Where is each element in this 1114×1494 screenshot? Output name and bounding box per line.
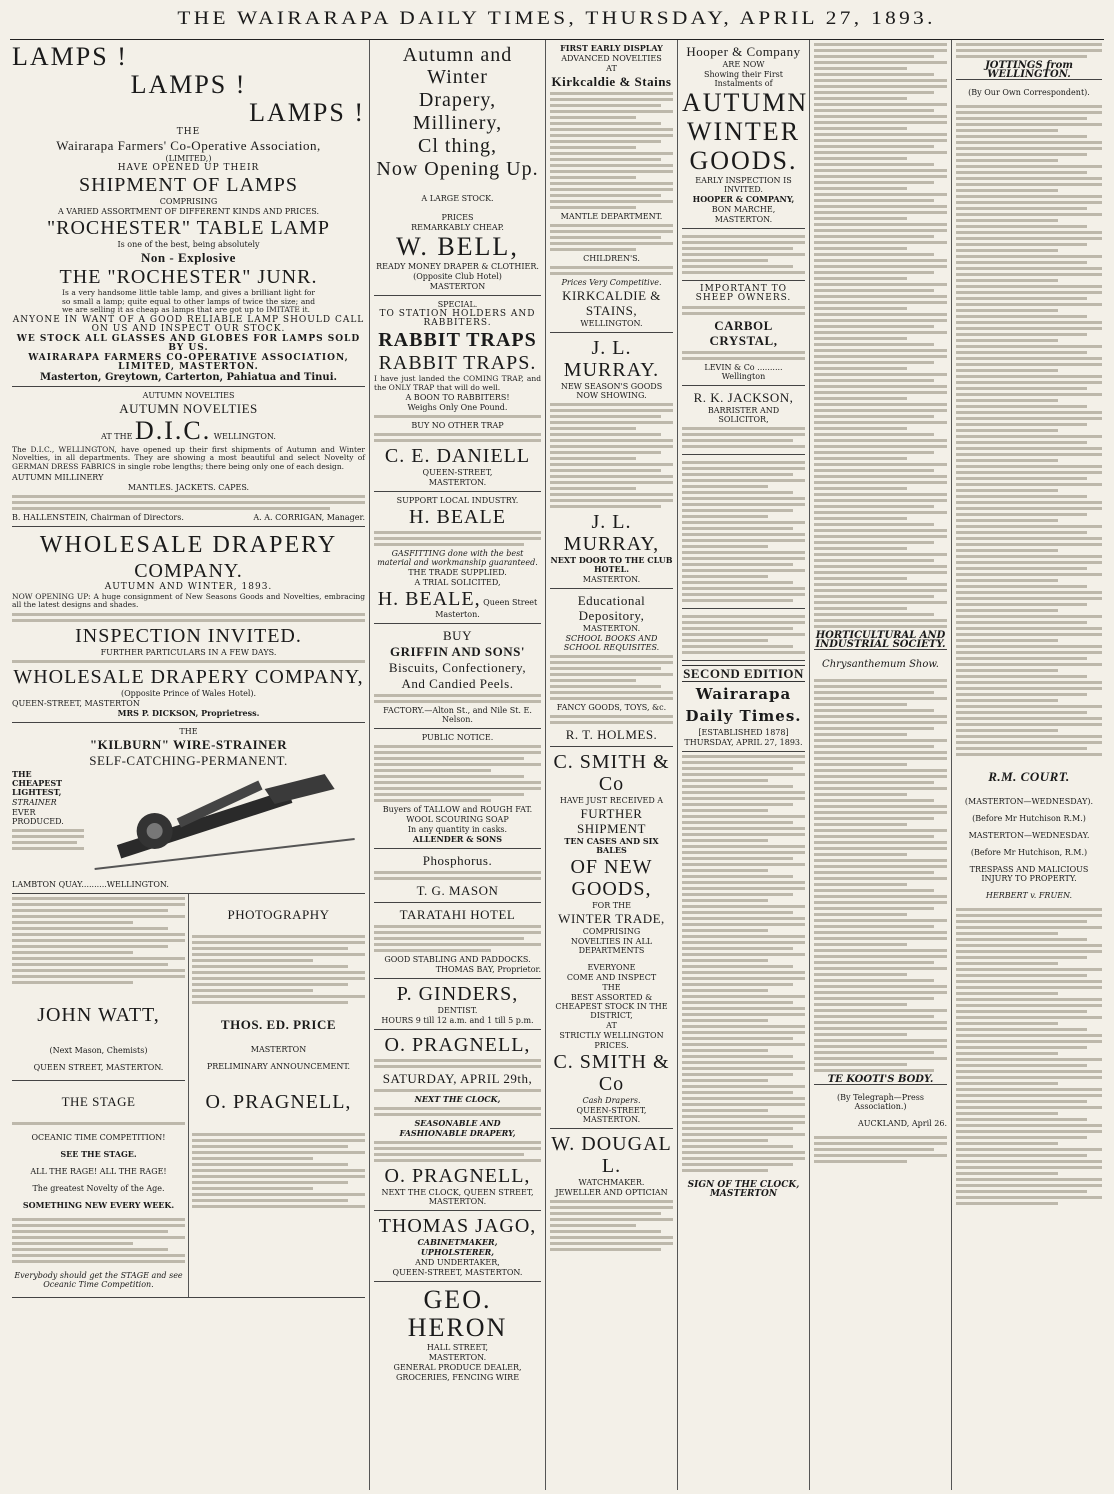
john-watt: JOHN WATT,	[37, 1003, 160, 1026]
thomas-bay: THOMAS BAY, Proprietor.	[435, 965, 541, 975]
oceanic-text-block	[12, 1218, 185, 1263]
carbol-crystal: CARBOL CRYSTAL,	[709, 318, 778, 348]
wholesale-company-heading: WHOLESALE DRAPERY COMPANY,	[13, 665, 364, 688]
to-station-holders: TO STATION HOLDERS AND RABBITERS.	[379, 309, 536, 328]
visitors-list	[682, 609, 805, 661]
wfca-text: WAIRARAPA FARMERS CO-OPERATIVE ASSOCIATION, LIMITED, MASTERTON.	[28, 352, 349, 372]
stage-heading: THE STAGE	[61, 1093, 136, 1109]
jago-advert	[374, 1211, 541, 1282]
pragnell-text-block-4	[374, 1141, 541, 1162]
holmes-text-block-2	[550, 715, 673, 724]
carbol-advert	[682, 281, 805, 386]
dic-manager: A. A. CORRIGAN, Manager.	[253, 512, 365, 522]
variety-text: A VARIED ASSORTMENT OF DIFFERENT KINDS AND PRICES.	[57, 207, 320, 216]
watchmaker: WATCHMAKER.	[578, 1178, 645, 1187]
hooper-company: Hooper & Company	[686, 44, 801, 59]
undertaker: AND UNDERTAKER,	[415, 1258, 500, 1268]
court-text-block	[956, 908, 1102, 1205]
the-label-3: THE	[602, 983, 621, 992]
beale-text-block	[374, 531, 541, 546]
clothing: Cl thing,	[417, 135, 497, 157]
hooper-masterton: MASTERTON.	[714, 215, 773, 224]
before-hutchison-1: (Before Mr Hutchison R.M.)	[972, 814, 1086, 823]
support-local: SUPPORT LOCAL INDUSTRY.	[396, 496, 519, 506]
rabbit-traps-advert	[374, 296, 541, 492]
second-edition-header	[682, 661, 805, 752]
see-the-stage: SEE THE STAGE.	[60, 1148, 137, 1159]
novelties-all: NOVELTIES IN ALL DEPARTMENTS	[570, 937, 653, 955]
now-opening: Now Opening Up.	[376, 158, 539, 180]
autumn-heading: AUTUMN	[682, 88, 809, 117]
rabbit-traps-2: RABBIT TRAPS.	[378, 352, 537, 374]
daniell-street: QUEEN-STREET,	[422, 468, 493, 478]
something-new: SOMETHING NEW EVERY WEEK.	[22, 1199, 175, 1210]
rochester-junr-desc: Is a very handsome little table lamp, and gives a brilliant light for so small a lamp; quite equal to other lamps of twice the size; and we are selling it as cheap as lamps that are got up to IMITATE it.	[62, 288, 315, 315]
jl-murray-2: J. L. MURRAY,	[563, 511, 660, 555]
pragnell-text-block-3	[374, 1107, 541, 1116]
strainer-label: STRAINER	[12, 797, 57, 807]
column-3	[546, 40, 678, 1490]
pragnell-address: NEXT THE CLOCK, QUEEN STREET, MASTERTON.	[381, 1188, 534, 1207]
horticultural-heading: HORTICULTURAL AND INDUSTRIAL SOCIETY.	[815, 630, 946, 650]
millinery: Millinery,	[412, 112, 503, 134]
lambton-quay: LAMBTON QUAY..........WELLINGTON.	[12, 879, 169, 889]
daniell-masterton: MASTERTON.	[428, 478, 487, 488]
herbert-v-fruen: HERBERT v. FRUEN.	[985, 891, 1073, 900]
rk-jackson: R. K. JACKSON,	[693, 390, 794, 405]
smith-prices: PRICES.	[594, 1041, 629, 1050]
pragnell-heading: O. PRAGNELL,	[384, 1034, 531, 1057]
large-stock: A LARGE STOCK.	[421, 194, 494, 203]
now-opening-text: NOW OPENING UP: A huge consignment of New Seasons Goods and Novelties, embracing all the latest designs and shades.	[12, 591, 365, 610]
further-shipment: FURTHER SHIPMENT	[576, 806, 646, 836]
everybody-text: Everybody should get the STAGE and see Oceanic Time Competition.	[14, 1270, 183, 1289]
all-the-rage: ALL THE RAGE! ALL THE RAGE!	[30, 1166, 167, 1176]
preliminary-announcement: PRELIMINARY ANNOUNCEMENT.	[206, 1061, 351, 1071]
self-catching: SELF-CATCHING-PERMANENT.	[89, 752, 288, 768]
column-4	[678, 40, 810, 1490]
barrister: BARRISTER AND SOLICITOR,	[707, 406, 780, 424]
phosphorus-text-block	[374, 871, 541, 880]
wire-strainer-illustration	[84, 769, 365, 879]
kirkcaldie-stains-2: KIRKCALDIE & STAINS,	[562, 288, 661, 318]
drapery: Drapery,	[418, 89, 497, 111]
fancy-goods: FANCY GOODS, TOYS, &c.	[556, 703, 667, 712]
wholesale-text-block-2	[12, 660, 365, 663]
holmes-advert	[550, 589, 673, 747]
greatest-novelty: The greatest Novelty of the Age.	[32, 1183, 165, 1193]
smith-advert	[550, 747, 673, 1129]
anyone-text: ANYONE IN WANT OF A GOOD RELIABLE LAMP SHOULD CALL ON US AND INSPECT OUR STOCK.	[12, 314, 365, 334]
educational-depository: Educational Depository,	[577, 593, 646, 623]
pragnell-saturday: SATURDAY, APRIL 29th,	[382, 1071, 533, 1087]
masthead	[0, 0, 1114, 40]
geo-heron: GEO. HERON	[407, 1285, 508, 1343]
mason-advert	[374, 849, 541, 903]
winter-heading: WINTER	[686, 117, 801, 146]
ginders-advert	[374, 979, 541, 1030]
rabbit-traps-1: RABBIT TRAPS	[378, 329, 537, 351]
best-assorted: BEST ASSORTED & CHEAPEST STOCK IN THE DISTRICT,	[555, 993, 668, 1020]
heron-masterton: MASTERTON.	[428, 1353, 487, 1363]
column-6	[952, 40, 1106, 1490]
coming-trap-text: I have just landed the COMING TRAP, and the ONLY TRAP that will do well.	[374, 374, 541, 392]
childrens: CHILDREN'S.	[583, 254, 640, 263]
good-stabling: GOOD STABLING AND PADDOCKS.	[384, 955, 531, 965]
shipment-heading: SHIPMENT OF LAMPS	[79, 174, 298, 196]
lamps-heading-1: LAMPS !	[12, 42, 128, 71]
groceries: GROCERIES, FENCING WIRE	[395, 1373, 520, 1383]
further-particulars: FURTHER PARTICULARS IN A FEW DAYS.	[100, 647, 277, 657]
bon-marche: BON MARCHE,	[711, 205, 776, 214]
pragnell-text-block	[192, 1133, 365, 1208]
h-beale: H. BEALE	[409, 506, 506, 529]
p-ginders: P. GINDERS,	[396, 983, 519, 1006]
globes-text: WE STOCK ALL GLASSES AND GLOBES FOR LAMPS SOLD BY US.	[16, 333, 361, 353]
cheapest-lightest: THE CHEAPEST LIGHTEST,	[12, 768, 63, 797]
next-door: NEXT DOOR TO THE CLUB HOTEL.	[550, 555, 673, 574]
visitors-text-block	[682, 615, 805, 654]
at-the-label: AT THE	[101, 431, 133, 441]
dic-body: The D.I.C., WELLINGTON, have opened up their first shipments of Autumn and Winter Novelties, in all departments. They are showing a most beautiful and select Novelty of GERMAN DRESS FABRICS in single robe lengths; there being only one of each design.	[12, 444, 365, 471]
dic-chairman: B. HALLENSTEIN, Chairman of Directors.	[12, 512, 184, 522]
c-smith-2: C. SMITH & Co	[553, 1051, 670, 1095]
oceanic-competition: OCEANIC TIME COMPETITION!	[31, 1132, 166, 1142]
beale-address: Queen Street Masterton.	[435, 598, 538, 620]
strictly-wellington: STRICTLY WELLINGTON	[559, 1031, 664, 1040]
news-text-block-2	[814, 679, 947, 1072]
own-correspondent: (By Our Own Correspondent).	[968, 88, 1090, 97]
photography-text-block	[192, 935, 365, 1004]
ce-daniell: C. E. DANIELL	[384, 445, 531, 468]
dougall-text-block	[550, 1200, 673, 1251]
undersigned-text-block	[12, 897, 185, 984]
wool-soap: WOOL SCOURING SOAP	[406, 815, 509, 825]
mantles-label: MANTLES. JACKETS. CAPES.	[127, 482, 250, 492]
carbol-text-block	[682, 306, 805, 315]
opened-label: HAVE OPENED UP THEIR	[117, 163, 260, 173]
rt-holmes: R. T. HOLMES.	[565, 727, 658, 742]
everyone: EVERYONE	[587, 963, 636, 972]
pragnell-intro-block	[374, 1059, 541, 1068]
thos-price: THOS. ED. PRICE	[220, 1016, 337, 1032]
hall-street: HALL STREET,	[426, 1343, 489, 1353]
winter-trade: WINTER TRADE,	[558, 911, 665, 926]
cabinetmaker: CABINETMAKER,	[417, 1237, 498, 1248]
trade-supplied: THE TRADE SUPPLIED.	[408, 568, 507, 578]
carbol-text-block-2	[682, 351, 805, 360]
new-goods: OF NEW GOODS,	[570, 856, 653, 900]
allender-text-block	[374, 745, 541, 802]
opposite-club: (Opposite Club Hotel)	[413, 272, 502, 281]
stage-text-block	[12, 1122, 185, 1125]
prices-label: PRICES	[441, 213, 474, 222]
te-kooti-heading: TE KOOTI'S BODY.	[814, 1075, 947, 1085]
first-display: FIRST EARLY DISPLAY	[560, 43, 663, 53]
pragnell-sign: O. PRAGNELL,	[384, 1165, 531, 1188]
wfca-notice	[682, 229, 805, 281]
news-text-block-1	[814, 43, 947, 628]
wholesale-text-block	[12, 613, 365, 622]
price-masterton: MASTERTON	[250, 1044, 307, 1054]
any-quantity: In any quantity in casks.	[407, 825, 508, 835]
queen-st-masterton: QUEEN STREET, MASTERTON.	[33, 1062, 164, 1072]
hooper-company-2: HOOPER & COMPANY,	[692, 194, 795, 204]
comprising: COMPRISING	[582, 927, 641, 936]
griffin-text-block	[374, 694, 541, 703]
wfca-notice-text	[682, 235, 805, 274]
opposite-prince: (Opposite Prince of Wales Hotel).	[120, 688, 257, 698]
kirk-wellington: WELLINGTON.	[580, 319, 643, 328]
wholesale-heading: WHOLESALE DRAPERY	[39, 531, 338, 558]
heron-advert	[374, 1282, 541, 1386]
association-name: Wairarapa Farmers' Co-Operative Association,	[56, 138, 321, 153]
gasfitting: GASFITTING done with the best material and workmanship guaranteed.	[377, 549, 538, 568]
non-explosive: Non - Explosive	[141, 250, 236, 265]
jottings-text-block	[956, 105, 1102, 756]
before-hutchison-2: (Before Mr Hutchison, R.M.)	[970, 848, 1088, 857]
goods-heading: GOODS.	[689, 146, 798, 175]
pragnell-text-block-2	[374, 1089, 541, 1092]
fashionable-drapery: FASHIONABLE DRAPERY,	[399, 1128, 516, 1139]
newspaper-title: THE WAIRARAPA DAILY TIMES, THURSDAY, APRIL 27, 1893.	[177, 8, 937, 29]
kilburn-strainer-advert	[12, 723, 365, 894]
weighs-label: Weighs Only One Pound.	[407, 403, 508, 413]
queen-street-masterton: QUEEN-STREET, MASTERTON	[12, 698, 140, 708]
kilburn-heading: "KILBURN" WIRE-STRAINER	[89, 736, 288, 752]
proprietress: MRS P. DICKSON, Proprietress.	[117, 707, 260, 718]
chrysanthemum-show: Chrysanthemum Show.	[822, 659, 939, 670]
murray-advert	[550, 333, 673, 589]
ten-cases: TEN CASES AND SIX BALES	[564, 836, 659, 855]
mantle-department: MANTLE DEPARTMENT.	[560, 212, 663, 221]
limited-label: (LIMITED,)	[165, 154, 212, 163]
next-the-clock: NEXT THE CLOCK,	[414, 1094, 501, 1105]
kirkcaldie-text-block	[550, 92, 673, 209]
holmes-text-block	[550, 655, 673, 700]
griffin-sons: GRIFFIN AND SONS'	[390, 644, 525, 660]
dic-heading: D.I.C.	[134, 415, 212, 445]
dentist: DENTIST.	[437, 1006, 478, 1016]
photography-heading: PHOTOGRAPHY	[227, 906, 330, 922]
bell-masterton: MASTERTON	[429, 282, 486, 291]
edition-date: THURSDAY, APRIL 27, 1893.	[684, 738, 803, 747]
pragnell-col1: O. PRAGNELL,	[205, 1090, 352, 1113]
dic-advert	[12, 387, 365, 527]
lamps-advert	[12, 40, 365, 387]
levin-co: LEVIN & Co .......... Wellington	[704, 363, 783, 381]
next-mason: (Next Mason, Chemists)	[49, 1045, 148, 1055]
lamps-heading-2: LAMPS !	[130, 70, 247, 99]
important-sheep: IMPORTANT TO SHEEP OWNERS.	[695, 284, 792, 303]
ever-produced: EVER PRODUCED.	[12, 807, 64, 826]
ginders-hours: HOURS 9 till 12 a.m. and 1 till 5 p.m.	[381, 1016, 534, 1026]
autumn-millinery: AUTUMN MILLINERY	[12, 472, 104, 482]
taratahi-hotel: TARATAHI HOTEL	[399, 907, 516, 923]
tg-mason: T. G. MASON	[416, 883, 499, 899]
auckland-dateline: AUCKLAND, April 26.	[857, 1119, 947, 1128]
w-bell: W. BELL,	[396, 232, 519, 261]
strainer-text-block	[12, 829, 84, 850]
editorial-text	[682, 755, 805, 1172]
second-edition: SECOND EDITION	[683, 666, 804, 681]
hooper-advert	[682, 40, 809, 229]
kirkcaldie-advert	[550, 40, 673, 333]
cash-drapers: Cash Drapers.	[582, 1096, 641, 1105]
smith-at: AT	[606, 1021, 617, 1030]
bell-advert	[374, 40, 541, 296]
the-label: THE	[176, 127, 201, 137]
mails-text-block	[682, 461, 805, 602]
the-label-2: THE	[179, 726, 198, 736]
ready-money: READY MONEY DRAPER & CLOTHIER.	[376, 262, 539, 271]
candied-peels: And Candied Peels.	[401, 676, 514, 692]
are-now: ARE NOW	[722, 60, 765, 69]
jackson-text-block	[682, 427, 805, 448]
sign-of-clock: SIGN OF THE CLOCK, MASTERTON	[687, 1180, 800, 1199]
beale-advert	[374, 492, 541, 624]
upholsterer: UPHOLSTERER,	[420, 1247, 495, 1258]
mails-table	[682, 455, 805, 609]
comprising-label: COMPRISING	[159, 197, 218, 206]
autumn-novelties-top: AUTUMN NOVELTIES	[142, 390, 235, 400]
kirk-at: AT	[606, 64, 617, 73]
established: [ESTABLISHED 1878]	[698, 728, 789, 737]
trespass-heading: TRESPASS AND MALICIOUS INJURY TO PROPERTY.	[969, 865, 1089, 883]
buyers-tallow: Buyers of TALLOW and ROUGH FAT.	[382, 805, 533, 815]
griffin-factory: FACTORY.—Alton St., and Nile St. E. Nelson.	[383, 706, 532, 725]
by-telegraph: (By Telegraph—Press Association.)	[837, 1093, 924, 1111]
showing-first: Showing their First Instalments of	[704, 70, 783, 88]
wairarapa-daily-times: Wairarapa Daily Times.	[685, 685, 802, 725]
special-label: SPECIAL.	[437, 300, 478, 309]
allender-advert	[374, 729, 541, 849]
trial-solicited: A TRIAL SOLICITED,	[414, 578, 501, 588]
towns-text: Masterton, Greytown, Carterton, Pahiatua and Tinui.	[40, 371, 337, 383]
mantle-text-block	[550, 224, 673, 251]
inspection-invited: INSPECTION INVITED.	[75, 624, 302, 647]
new-season: NEW SEASON'S GOODS NOW SHOWING.	[560, 382, 663, 400]
jl-murray: J. L. MURRAY.	[563, 337, 660, 381]
general-produce: GENERAL PRODUCE DEALER,	[393, 1363, 522, 1373]
smith-address: QUEEN-STREET, MASTERTON.	[576, 1106, 647, 1124]
buy-label: BUY	[443, 628, 472, 644]
dic-wellington: WELLINGTON.	[213, 431, 276, 441]
company-heading: COMPANY.	[134, 559, 243, 582]
jottings-heading: JOTTINGS from WELLINGTON.	[956, 61, 1102, 80]
remarkably-cheap: REMARKABLY CHEAP.	[411, 223, 504, 232]
thomas-jago: THOMAS JAGO,	[378, 1215, 537, 1238]
griffin-advert	[374, 624, 541, 729]
taratahi-advert	[374, 903, 541, 979]
taratahi-text-block	[374, 925, 541, 952]
column-1	[8, 40, 370, 1490]
rabbit-text-block-2	[374, 433, 541, 442]
seasonable: SEASONABLE AND	[414, 1118, 501, 1129]
children-text-block	[550, 266, 673, 275]
school-books: SCHOOL BOOKS AND SCHOOL REQUISITES.	[563, 634, 660, 652]
masterton-wednesday-1: (MASTERTON—WEDNESDAY).	[964, 797, 1094, 806]
phosphorus: Phosphorus.	[422, 853, 493, 869]
autumn-novelties: AUTUMN NOVELTIES	[119, 400, 258, 416]
news-text-block-3	[814, 1136, 947, 1163]
autumn-winter: Autumn and Winter	[402, 44, 513, 88]
jottings-top-text	[956, 43, 1102, 58]
advanced-novelties: ADVANCED NOVELTIES	[561, 54, 662, 63]
autumn-winter-label: AUTUMN AND WINTER, 1893.	[104, 581, 273, 592]
wholesale-drapery-advert	[12, 527, 365, 723]
holmes-masterton: MASTERTON.	[582, 624, 641, 633]
c-smith: C. SMITH & Co	[553, 751, 670, 795]
public-notice: PUBLIC NOTICE.	[421, 733, 494, 743]
rochester-junr-heading: THE "ROCHESTER" JUNR.	[59, 266, 318, 288]
jackson-advert	[682, 386, 805, 455]
masterton-wednesday-2: MASTERTON—WEDNESDAY.	[968, 831, 1090, 840]
prices-competitive: Prices Very Competitive.	[561, 278, 662, 287]
w-dougall: W. DOUGAL L.	[551, 1133, 672, 1177]
lamps-heading-3: LAMPS !	[249, 98, 365, 127]
column-2	[370, 40, 546, 1490]
come-inspect: COME AND INSPECT	[566, 973, 657, 982]
dic-text-block	[12, 495, 365, 510]
safest-text: Is one of the best, being absolutely	[117, 240, 260, 249]
boon-label: A BOON TO RABBITERS!	[405, 393, 510, 403]
murray-masterton: MASTERTON.	[582, 575, 641, 584]
allender-sons: ALLENDER & SONS	[412, 834, 503, 845]
kirkcaldie-stains: Kirkcaldie & Stains	[551, 74, 672, 89]
have-just: HAVE JUST RECEIVED A	[559, 796, 664, 805]
rabbit-text-block	[374, 415, 541, 418]
jago-address: QUEEN-STREET, MASTERTON.	[392, 1268, 523, 1278]
buy-no-other: BUY NO OTHER TRAP	[411, 421, 504, 431]
early-inspection: EARLY INSPECTION IS INVITED.	[695, 176, 792, 194]
for-the: FOR THE	[592, 901, 631, 910]
pragnell-advert	[374, 1030, 541, 1211]
rochester-heading: "ROCHESTER" TABLE LAMP	[46, 217, 331, 239]
biscuits: Biscuits, Confectionery,	[388, 660, 527, 676]
jeweller: JEWELLER AND OPTICIAN	[555, 1188, 668, 1197]
column-5	[810, 40, 952, 1490]
rm-court-heading: R.M. COURT.	[988, 769, 1070, 784]
murray-text-block	[550, 403, 673, 508]
h-beale-2: H. BEALE,	[377, 588, 481, 611]
dougall-advert	[550, 1129, 673, 1257]
